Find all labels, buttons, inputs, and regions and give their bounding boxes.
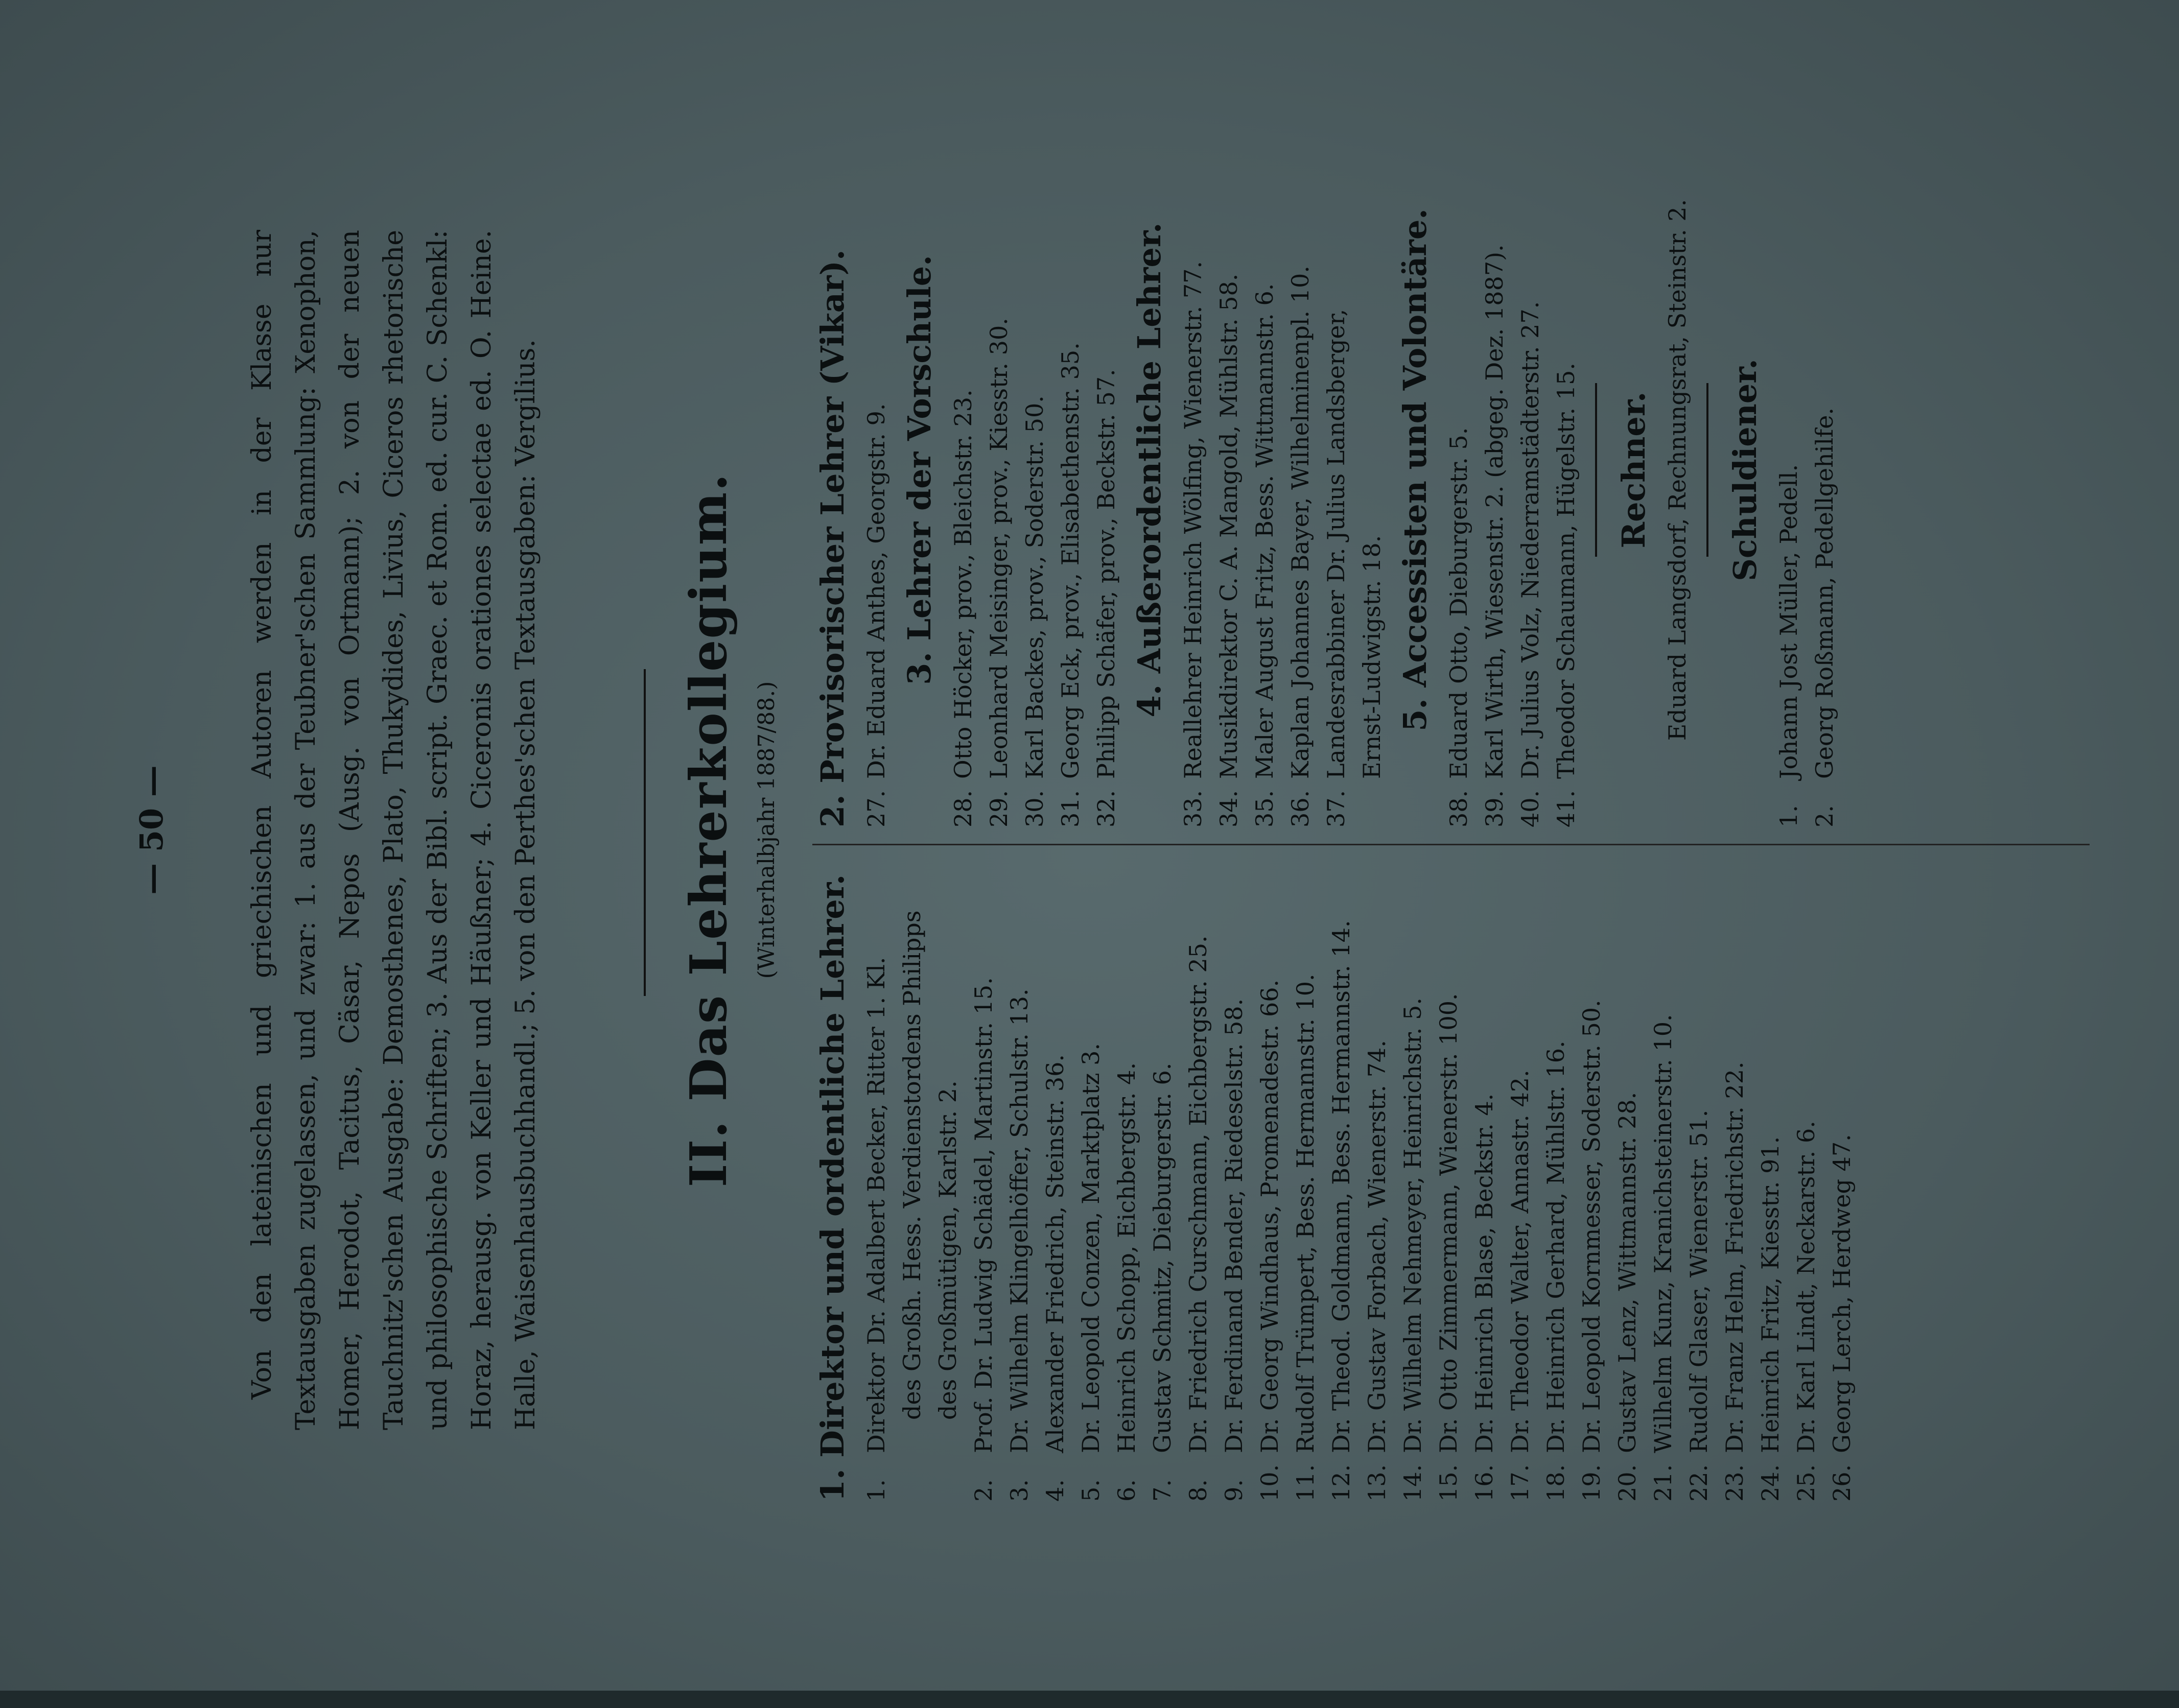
item-text: Heinrich Schopp, Eichbergstr. 4. (1113, 1062, 1140, 1453)
item-number: 1. (1775, 805, 1802, 827)
list-item (1824, 858, 1860, 1502)
item-number: 30. (1021, 790, 1048, 827)
item-text: Gustav Schmitz, Dieburgerstr. 6. (1149, 1062, 1176, 1453)
column-divider (812, 844, 2090, 845)
list-item (1037, 858, 1073, 1502)
item-number: 3. (1005, 1479, 1033, 1502)
list-item (1247, 112, 1282, 827)
item-text: Dr. Eduard Anthes, Georgstr. 9. (862, 403, 890, 779)
item-text: Alexander Friedrich, Steinstr. 36. (1041, 1054, 1069, 1453)
item-number: 16. (1470, 1464, 1498, 1502)
list-item (1548, 112, 1584, 827)
item-number: 20. (1613, 1464, 1641, 1502)
item-text: Kaplan Johannes Bayer, Wilhelminenpl. 10. (1286, 266, 1314, 779)
document-page (92, 26, 2084, 1634)
item-continuation: Ernst-Ludwigstr. 18. (1358, 535, 1386, 779)
list-item (1395, 858, 1431, 1502)
item-text: Dr. Gustav Forbach, Wienerstr. 74. (1363, 1040, 1391, 1453)
item-number: 17. (1506, 1464, 1534, 1502)
list-item (1001, 858, 1037, 1502)
item-text: Otto Höcker, prov., Bleichstr. 23. (949, 389, 977, 779)
item-number: 2. (1811, 805, 1838, 827)
item-number: 25. (1792, 1464, 1820, 1502)
item-text: Eduard Otto, Dieburgerstr. 5. (1445, 427, 1472, 779)
item-text: Georg Lerch, Herdweg 47. (1828, 1134, 1856, 1453)
list-item (1318, 112, 1354, 827)
list-item (1017, 112, 1052, 827)
list-item (1477, 112, 1512, 827)
item-text: Dr. Ferdinand Bender, Riedeselstr. 58. (1220, 998, 1248, 1453)
list-item (1088, 112, 1124, 827)
list-item (1788, 858, 1824, 1502)
heading-schuldiener: Schuldiener. (1726, 359, 1764, 581)
heading-ausserordentliche-lehrer: 4. Außerordentliche Lehrer. (1131, 222, 1168, 718)
item-number: 35. (1251, 790, 1278, 827)
item-number: 13. (1363, 1464, 1391, 1502)
item-text: Musikdirektor C. A. Mangold, Mühlstr. 58. (1215, 273, 1243, 779)
ausserordentliche-list (1175, 112, 1390, 827)
list-item (1441, 112, 1477, 827)
list-item (945, 112, 981, 827)
teacher-list (858, 858, 1860, 1502)
schuldiener-list (1771, 112, 1842, 827)
item-text: Direktor Dr. Adalbert Becker, Ritter 1. Kl. (862, 957, 890, 1453)
item-text: Dr. Theod. Goldmann, Bess. Hermannstr. 14. (1327, 920, 1355, 1453)
item-number: 22. (1685, 1464, 1713, 1502)
list-item (966, 858, 1001, 1502)
divider (1595, 383, 1597, 557)
item-text: Dr. Wilhelm Klingelhöffer, Schulstr. 13. (1005, 988, 1033, 1453)
item-number: 32. (1092, 790, 1120, 827)
item-text: Rudolf Glaser, Wienerstr. 51. (1685, 1109, 1713, 1453)
item-number: 14. (1399, 1464, 1426, 1502)
divider (644, 669, 646, 996)
item-text: Johann Jost Müller, Pedell. (1775, 464, 1802, 779)
divider (1706, 383, 1708, 557)
list-item (1287, 858, 1323, 1502)
heading-vorschule: 3. Lehrer der Vorschule. (901, 255, 938, 685)
item-text: Dr. Leopold Conzen, Marktplatz 3. (1077, 1043, 1105, 1453)
left-column (807, 858, 1860, 1502)
item-number: 27. (862, 790, 890, 827)
item-text: Dr. Heinrich Gerhard, Mühlstr. 16. (1542, 1040, 1569, 1453)
intro-text: Von den lateinischen und griechischen Autoren werden in der Klasse nur Textausgaben zugelassen, und zwar: 1. aus der Teubner'schen Sammlung: Xenophon, Homer, Herodot, Tacitus, Cäsar, Nepos (Ausg. von Ortmann); 2. von der neuen Tauchnitz'schen Ausgabe: Demosthenes, Plato, Thukydides, Livius, Ciceros rhetorische und philosophische Schriften; 3. Aus der Bibl. script. Graec. et Rom. ed. cur. C. Schenkl: Horaz, herausg. von Keller und Häußner; 4. Ciceronis orationes selectae ed. O. Heine. Halle, Waisenhausbuchhandl.; 5. von den Perthes'schen Textausgaben: Vergilius. (247, 230, 541, 1430)
item-text: Georg Eck, prov., Elisabethenstr. 35. (1057, 342, 1084, 779)
list-item (1609, 858, 1645, 1502)
item-number: 6. (1113, 1479, 1140, 1502)
intro-paragraph (240, 230, 548, 1430)
section-subtitle: (Winterhalbjahr 1887/88.) (754, 681, 780, 979)
item-text: Dr. Georg Windhaus, Promenadestr. 66. (1256, 979, 1283, 1453)
item-text: Karl Wirth, Wiesenstr. 2. (abgeg. Dez. 1887). (1481, 244, 1508, 779)
list-item (1359, 858, 1395, 1502)
vorschule-list (945, 112, 1124, 827)
item-text: Reallehrer Heinrich Wölfing, Wienerstr. 77. (1179, 261, 1207, 779)
list-item (858, 858, 894, 1502)
item-text: Dr. Wilhelm Nehmeyer, Heinrichstr. 5. (1399, 997, 1426, 1453)
item-number: 7. (1149, 1479, 1176, 1502)
list-item (1323, 858, 1359, 1502)
item-text: Dr. Leopold Kornmesser, Soderstr. 50. (1578, 1000, 1605, 1453)
item-number: 36. (1286, 790, 1314, 827)
rechner-text: Eduard Langsdorf, Rechnungsrat, Steinstr. 2. (1663, 199, 1691, 741)
item-text: Georg Roßmann, Pedellgehilfe. (1811, 407, 1838, 779)
item-number: 37. (1322, 790, 1350, 827)
list-item (1180, 858, 1216, 1502)
item-number: 15. (1435, 1464, 1462, 1502)
list-item (1645, 858, 1681, 1502)
item-number: 8. (1184, 1479, 1212, 1502)
right-column (807, 112, 1842, 827)
list-item (1073, 858, 1109, 1502)
item-text: Dr. Karl Lindt, Neckarstr. 6. (1792, 1121, 1820, 1453)
scan-edge-bottom (0, 1691, 2179, 1708)
list-item (1211, 112, 1247, 827)
item-number: 9. (1220, 1479, 1248, 1502)
accessisten-list (1441, 112, 1584, 827)
item-text: Prof. Dr. Ludwig Schädel, Martinstr. 15. (970, 977, 997, 1453)
item-text: Dr. Otto Zimmermann, Wienerstr. 100. (1435, 993, 1462, 1453)
item-text: Dr. Heinrich Blase, Beckstr. 4. (1470, 1093, 1498, 1453)
item-number: 41. (1552, 790, 1580, 827)
item-number: 34. (1215, 790, 1243, 827)
item-number: 1. (862, 1479, 890, 1502)
item-text: Leonhard Meisinger, prov., Kiesstr. 30. (985, 318, 1013, 779)
list-item (1052, 112, 1088, 827)
list-item (1109, 858, 1144, 1502)
list-item (1175, 112, 1211, 827)
list-item (1717, 858, 1752, 1502)
item-number: 40. (1516, 790, 1544, 827)
item-number: 4. (1041, 1479, 1069, 1502)
item-text: Dr. Theodor Walter, Annastr. 42. (1506, 1070, 1534, 1453)
item-number: 19. (1578, 1464, 1605, 1502)
item-number: 29. (985, 790, 1013, 827)
list-item (1216, 858, 1252, 1502)
list-item (1538, 858, 1574, 1502)
item-number: 31. (1057, 790, 1084, 827)
list-item (1752, 858, 1788, 1502)
item-number: 26. (1828, 1464, 1856, 1502)
item-text: Dr. Friedrich Curschmann, Eichbergstr. 25. (1184, 935, 1212, 1453)
item-number: 28. (949, 790, 977, 827)
list-item (981, 112, 1017, 827)
list-item (1574, 858, 1609, 1502)
list-item (1681, 858, 1717, 1502)
item-continuation: des Großh. Hess. Verdienstordens Philipps (898, 910, 926, 1420)
item-continuation: des Großmütigen, Karlstr. 2. (934, 1080, 962, 1420)
heading-provisorischer-lehrer: 2. Provisorischer Lehrer (Vikar). (814, 249, 851, 827)
item-number: 23. (1721, 1464, 1748, 1502)
item-text: Wilhelm Kunz, Kranichsteinerstr. 10. (1649, 1014, 1677, 1453)
item-number: 33. (1179, 790, 1207, 827)
section-title: II. Das Lehrerkollegium. (680, 472, 738, 1188)
item-number: 10. (1256, 1464, 1283, 1502)
list-item (1431, 858, 1466, 1502)
list-item (1466, 858, 1502, 1502)
list-item (1512, 112, 1548, 827)
item-number: 2. (970, 1479, 997, 1502)
item-number: 12. (1327, 1464, 1355, 1502)
item-number: 21. (1649, 1464, 1677, 1502)
item-text: Theodor Schaumann, Hügelstr. 15. (1552, 362, 1580, 779)
item-text: Landesrabbiner Dr. Julius Landsberger, (1322, 309, 1350, 779)
item-text: Karl Backes, prov., Soderstr. 50. (1021, 395, 1048, 779)
list-item (858, 112, 894, 827)
item-number: 11. (1292, 1464, 1319, 1502)
page-number: — 50 — (133, 765, 170, 895)
vikar-list (858, 112, 894, 827)
item-text: Dr. Julius Volz, Niederramstädterstr. 27. (1516, 301, 1544, 779)
item-text: Gustav Lenz, Wittmannstr. 28. (1613, 1092, 1641, 1453)
item-text: Dr. Franz Helm, Friedrichstr. 22. (1721, 1061, 1748, 1453)
heading-ordentliche-lehrer: 1. Direktor und ordentliche Lehrer. (814, 874, 851, 1502)
list-item (1282, 112, 1318, 827)
heading-accessisten: 5. Accessisten und Volontäre. (1396, 208, 1434, 731)
list-item (1144, 858, 1180, 1502)
item-number: 39. (1481, 790, 1508, 827)
list-item (1252, 858, 1287, 1502)
item-number: 18. (1542, 1464, 1569, 1502)
item-number: 38. (1445, 790, 1472, 827)
item-number: 5. (1077, 1479, 1105, 1502)
item-text: Rudolf Trümpert, Bess. Hermannstr. 10. (1292, 974, 1319, 1453)
heading-rechner: Rechner. (1615, 391, 1652, 549)
list-item (1502, 858, 1538, 1502)
item-text: Philipp Schäfer, prov., Beckstr. 57. (1092, 369, 1120, 779)
list-item (1771, 112, 1807, 827)
item-text: Maler August Fritz, Bess. Wittmannstr. 6. (1251, 283, 1278, 779)
item-text: Heinrich Fritz, Kiesstr. 91. (1756, 1136, 1784, 1453)
list-item (1807, 112, 1842, 827)
item-number: 24. (1756, 1464, 1784, 1502)
